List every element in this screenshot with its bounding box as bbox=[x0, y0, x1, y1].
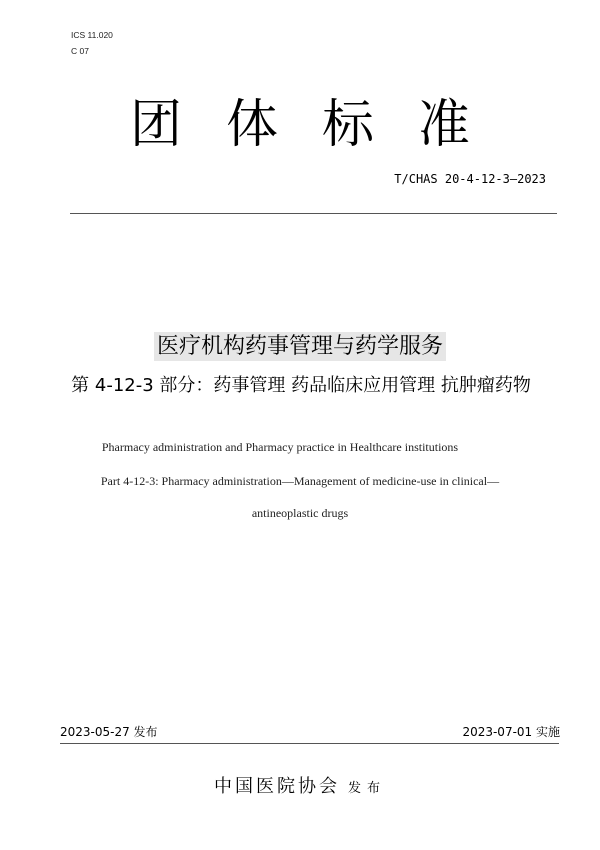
issue-date: 2023-05-27 发布 bbox=[60, 725, 158, 739]
bottom-divider bbox=[60, 743, 559, 744]
ccs-code: C 07 bbox=[71, 46, 89, 56]
english-subtitle-line-1: Part 4-12-3: Pharmacy administration—Management of medicine-use in clinical— bbox=[100, 474, 500, 488]
publisher-line bbox=[0, 772, 600, 798]
standard-number: T/CHAS 20-4-12-3—2023 bbox=[394, 172, 546, 186]
ics-code: ICS 11.020 bbox=[71, 30, 113, 40]
publisher-action: 发布 bbox=[347, 781, 386, 796]
english-title: Pharmacy administration and Pharmacy practice in Healthcare institutions bbox=[101, 440, 459, 454]
top-divider bbox=[70, 213, 557, 214]
publisher-organization: 中国医院协会 bbox=[213, 776, 340, 797]
chinese-subtitle: 第 4-12-3 部分：药事管理 药品临床应用管理 抗肿瘤药物 bbox=[71, 375, 531, 396]
english-subtitle-line-2: antineoplastic drugs bbox=[251, 506, 349, 520]
chinese-title-block bbox=[0, 331, 600, 363]
chinese-title: 医疗机构药事管理与药学服务 bbox=[154, 332, 446, 361]
main-title: 团体标准 bbox=[129, 95, 514, 155]
implementation-date: 2023-07-01 实施 bbox=[462, 725, 560, 739]
